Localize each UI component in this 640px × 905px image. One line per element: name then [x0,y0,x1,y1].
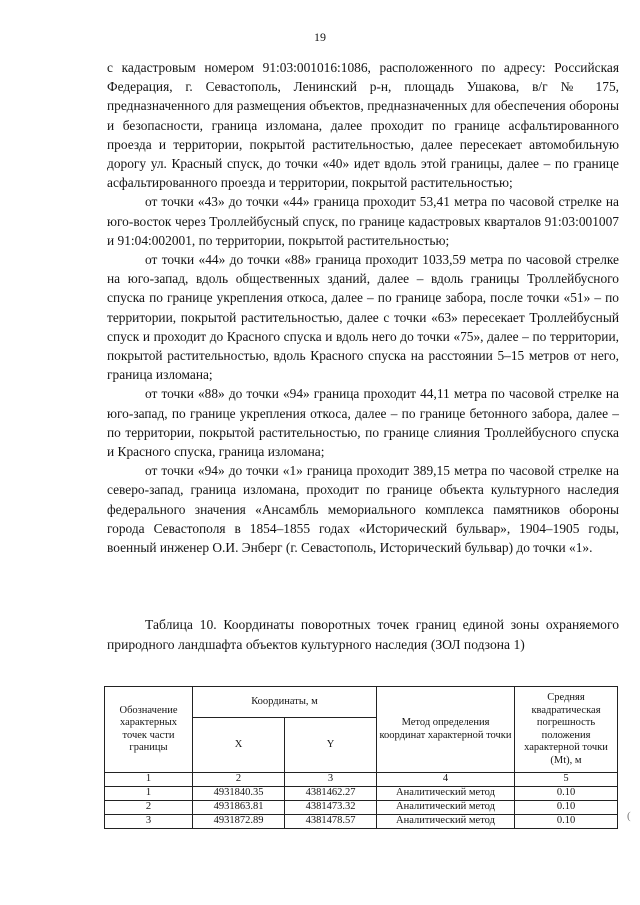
coord-x: 4931840.35 [193,787,285,801]
column-number: 5 [515,773,618,787]
header-x: X [193,718,285,773]
coord-y: 4381462.27 [285,787,377,801]
coord-y: 4381478.57 [285,815,377,829]
paragraph: от точки «43» до точки «44» граница проходит 53,41 метра по часовой стрелке на юго-восток через Троллейбусный спуск, по границе кадастровых кварталов 91:03:001007 и 91:04:002001, по территории, покрытой растительностью; [107,194,619,248]
column-number: 4 [377,773,515,787]
coord-x: 4931872.89 [193,815,285,829]
method: Аналитический метод [377,787,515,801]
page-number: 19 [314,30,326,44]
header-method: Метод определения координат характерной точки [377,687,515,773]
header-y: Y [285,718,377,773]
point-id: 3 [105,815,193,829]
point-id: 1 [105,787,193,801]
table-row [105,801,618,815]
paragraph: от точки «44» до точки «88» граница проходит 1033,59 метра по часовой стрелке на юго-запад, вдоль общественных зданий, далее – вдоль границы Троллейбусного спуска по границе укрепления откоса, далее – по границе забора, после точки «51» – по территории, покрытой растительностью, далее с точки «63» пересекает Троллейбусный спуск и проходит до Красного спуска и вдоль него до точки «75», далее – по территории, покрытой растительностью, вдоль Красного спуска на расстоянии 5–15 метров от него, граница изломана; [107,252,619,383]
paragraph: от точки «94» до точки «1» граница проходит 389,15 метра по часовой стрелке на северо-запад, граница изломана, проходит по границе объекта культурного наследия федерального значения «Ансамбль мемориального комплекса памятников обороны города Севастополя в 1854–1855 годах «Исторический бульвар», 1904–1905 годы, военный инженер О.И. Энберг (г. Севастополь, Исторический бульвар) до точки «1». [107,463,619,556]
precision: 0.10 [515,801,618,815]
precision: 0.10 [515,787,618,801]
column-number: 3 [285,773,377,787]
method: Аналитический метод [377,801,515,815]
table-row [105,787,618,801]
column-number-row [105,773,618,787]
paragraph: с кадастровым номером 91:03:001016:1086, расположенного по адресу: Российская Федерация, г. Севастополь, Ленинский р-н, площадь Ушакова, в/г № 175, предназначенного для размещения объектов, предназначенных для обеспечения обороны и безопасности, граница изломана, далее проходит по границе асфальтированного проезда и территории, покрытой растительностью, далее пересекает автомобильную дорогу ул. Красный спуск, до точки «40» идет вдоль этой границы, далее – по границе асфальтированного проезда и территории, покрытой растительностью; [107,60,619,191]
header-point-designation: Обозначение характерных точек части границы [105,687,193,773]
margin-mark: ( [627,810,631,822]
header-precision: Средняя квадратическая погрешность положения характерной точки (Mt), м [515,687,618,773]
table-row [105,815,618,829]
table-caption: Таблица 10. Координаты поворотных точек границ единой зоны охраняемого природного ландшафта объектов культурного наследия (ЗОЛ подзона 1) [107,617,619,652]
method: Аналитический метод [377,815,515,829]
coord-y: 4381473.32 [285,801,377,815]
precision: 0.10 [515,815,618,829]
column-number: 1 [105,773,193,787]
header-coordinates: Координаты, м [193,687,377,718]
document-body [107,58,619,557]
column-number: 2 [193,773,285,787]
paragraph: от точки «88» до точки «94» граница проходит 44,11 метра по часовой стрелке на юго-запад, по границе укрепления откоса, далее – по границе бетонного забора, далее – по территории, покрытой растительностью, по границе слияния Троллейбусного спуска и Красного спуска, граница изломана; [107,386,619,460]
coord-x: 4931863.81 [193,801,285,815]
coordinates-table [104,686,618,829]
point-id: 2 [105,801,193,815]
